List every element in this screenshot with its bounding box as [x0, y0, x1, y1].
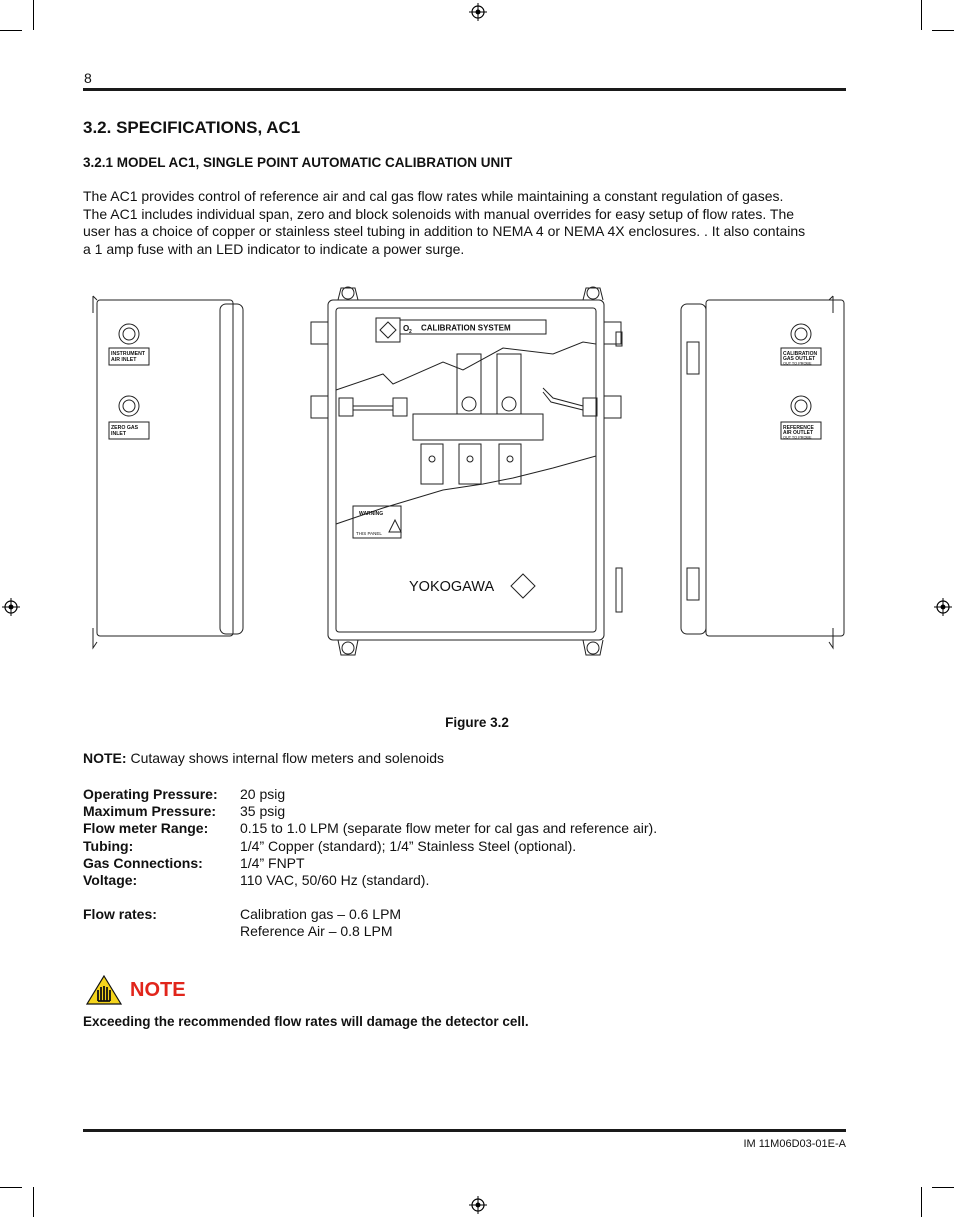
crop-mark: [33, 0, 34, 30]
body-line: user has a choice of copper or stainless steel tubing in addition to NEMA 4 or NEMA 4X enclosures. . It also contains: [83, 223, 806, 239]
front-view: [311, 287, 622, 655]
crop-mark: [0, 1187, 22, 1188]
footer-rule: [83, 1129, 846, 1132]
flow-rates-label: Flow rates:: [83, 906, 157, 923]
figure-note: [83, 750, 444, 766]
label-this-panel: THIS PANEL: [356, 531, 382, 536]
spec-value: 110 VAC, 50/60 Hz (standard).: [240, 872, 430, 889]
figure-caption: Figure 3.2: [445, 715, 509, 730]
label-o2-prefix: O: [403, 324, 410, 333]
crop-mark: [921, 0, 922, 30]
label-calibration: CALIBRATION: [783, 351, 818, 357]
spec-value: 0.15 to 1.0 LPM (separate flow meter for cal gas and reference air).: [240, 820, 658, 837]
label-inlet: INLET: [111, 431, 126, 437]
right-side-view: [681, 296, 844, 648]
body-paragraph: [83, 188, 848, 258]
spec-row: [83, 786, 657, 803]
flow-rate-value: Reference Air – 0.8 LPM: [240, 923, 393, 940]
body-line: The AC1 includes individual span, zero and block solenoids with manual overrides for easy setup of flow rates. The: [83, 205, 795, 222]
hand-stop-icon: [86, 975, 122, 1005]
spec-label: Tubing:: [83, 837, 134, 854]
label-zero-gas: ZERO GAS: [111, 425, 139, 431]
ac1-enclosure-figure: [83, 278, 848, 668]
registration-mark-top: [469, 3, 487, 21]
crop-mark: [921, 1187, 922, 1217]
spec-row: [83, 820, 657, 837]
section-title: 3.2. SPECIFICATIONS, AC1: [83, 118, 301, 137]
crop-mark: [932, 1187, 954, 1188]
crop-mark: [33, 1187, 34, 1217]
spec-value: 35 psig: [240, 803, 286, 820]
note-warning-text: Exceeding the recommended flow rates will damage the detector cell.: [83, 1014, 529, 1029]
brand-yokogawa: YOKOGAWA: [409, 579, 495, 595]
spec-label: Maximum Pressure:: [83, 803, 217, 820]
specifications-list: [83, 786, 657, 941]
header-rule: [83, 88, 846, 91]
crop-mark: [0, 30, 22, 31]
spec-label: Operating Pressure:: [83, 786, 218, 802]
registration-mark-bottom: [469, 1196, 487, 1214]
left-side-view: [93, 296, 243, 648]
registration-mark-right: [934, 598, 952, 616]
label-o2-subscript: 2: [409, 329, 412, 335]
label-out-to-probe: OUT TO PROBE: [783, 361, 812, 366]
label-gas-outlet: GAS OUTLET: [783, 356, 816, 362]
label-out-to-probe: OUT TO PROBE: [783, 435, 812, 440]
spec-label: Voltage:: [83, 872, 138, 889]
spec-label: Flow meter Range:: [83, 820, 209, 837]
spec-value: 1/4” FNPT: [240, 854, 305, 871]
note-label: NOTE:: [83, 750, 127, 766]
label-instrument: INSTRUMENT: [111, 351, 146, 357]
flow-rates-row: [83, 906, 657, 923]
flow-rate-value: Calibration gas – 0.6 LPM: [240, 906, 402, 923]
note-text: Cutaway shows internal flow meters and solenoids: [126, 750, 445, 766]
label-air-inlet: AIR INLET: [111, 357, 137, 363]
label-air-outlet: AIR OUTLET: [783, 430, 813, 436]
spec-row: [83, 838, 657, 855]
body-line: a 1 amp fuse with an LED indicator to indicate a power surge.: [83, 240, 465, 257]
note-heading: [86, 975, 186, 1005]
crop-mark: [932, 30, 954, 31]
registration-mark-left: [2, 598, 20, 616]
label-reference: REFERENCE: [783, 425, 814, 431]
document-id: IM 11M06D03-01E-A: [743, 1138, 846, 1150]
body-line: The AC1 provides control of reference air and cal gas flow rates while maintaining a constant regulation of gases.: [83, 188, 784, 204]
label-warning: WARNING: [359, 511, 384, 517]
note-title: NOTE: [130, 978, 186, 1001]
spec-value: 1/4” Copper (standard); 1/4” Stainless Steel (optional).: [240, 837, 577, 854]
subsection-title: 3.2.1 MODEL AC1, SINGLE POINT AUTOMATIC CALIBRATION UNIT: [83, 155, 513, 170]
spec-row: [83, 855, 657, 872]
spec-label: Gas Connections:: [83, 854, 203, 871]
label-calibration-system: CALIBRATION SYSTEM: [421, 323, 511, 333]
spec-row: [83, 803, 657, 820]
spec-value: 20 psig: [240, 786, 286, 802]
flow-rates-row: [83, 923, 657, 940]
spec-row: [83, 872, 657, 889]
page-number: 8: [84, 70, 92, 86]
